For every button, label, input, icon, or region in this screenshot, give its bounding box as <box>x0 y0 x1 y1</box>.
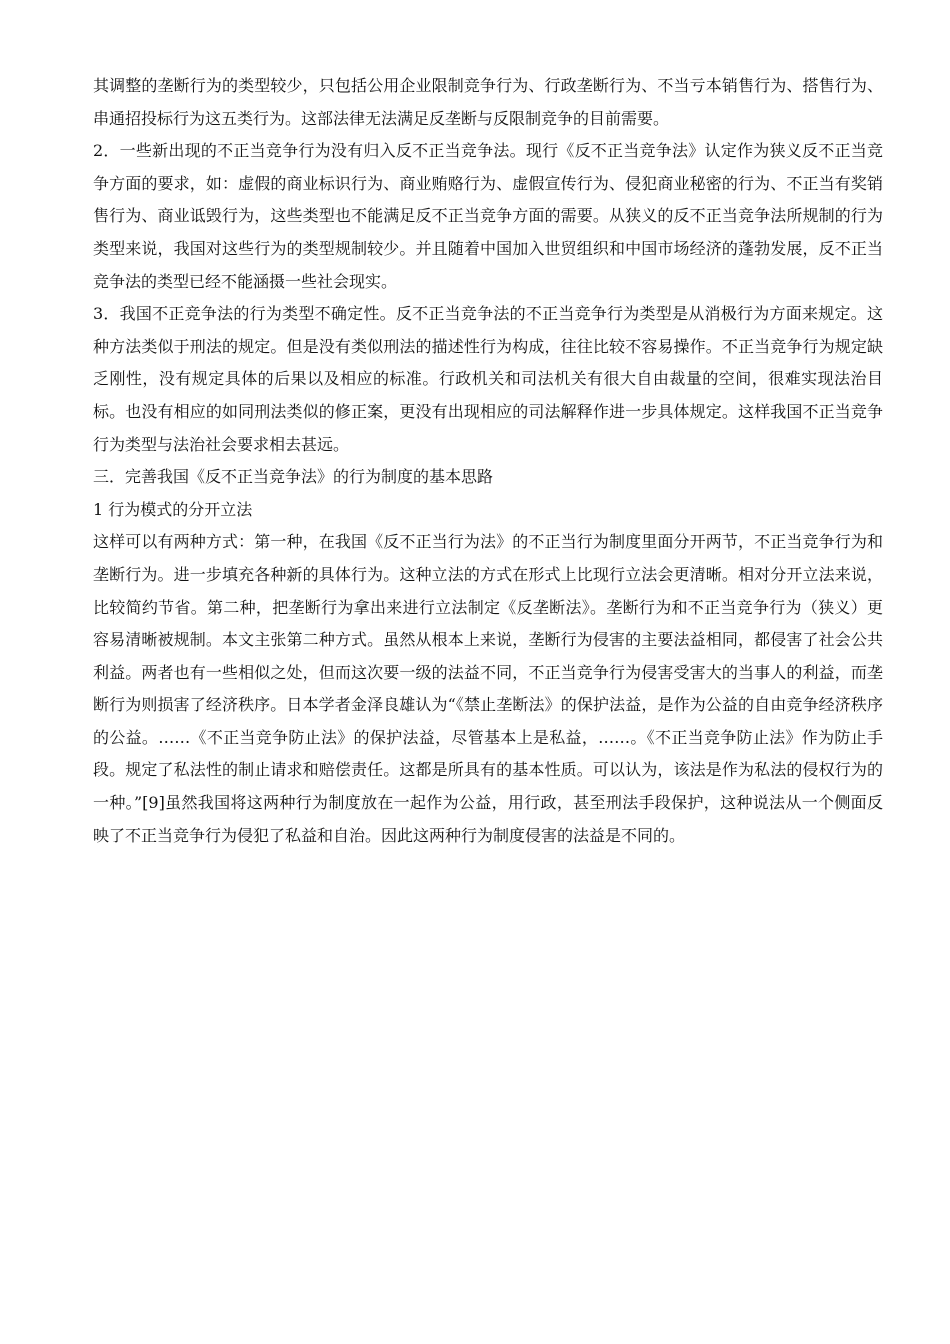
subsection-heading-1: 1 行为模式的分开立法 <box>93 499 253 519</box>
paragraph-point-3: 3．我国不正竞争法的行为类型不确定性。反不正当竞争法的不正当竞争行为类型是从消极行为方面来规定。这种方法类似于刑法的规定。但是没有类似刑法的描述性行为构成，往往比较不容易操作。不正当竞争行为规定缺乏刚性，没有规定具体的后果以及相应的标准。行政机关和司法机关有很大自由裁量的空间，很难实现法治目标。也没有相应的如同刑法类似的修正案，更没有出现相应的司法解释作进一步具体规定。这样我国不正当竞争行为类型与法治社会要求相去甚远。 <box>93 304 883 454</box>
section-heading-three: 三．完善我国《反不正当竞争法》的行为制度的基本思路 <box>93 467 494 487</box>
paragraph-two-approaches: 这样可以有两种方式：第一种，在我国《反不正当行为法》的不正当行为制度里面分开两节，不正当竞争行为和垄断行为。进一步填充各种新的具体行为。这种立法的方式在形式上比现行立法会更清晰。相对分开立法来说，比较简约节省。第二种，把垄断行为拿出来进行立法制定《反垄断法》。垄断行为和不正当竞争行为（狭义）更容易清晰被规制。本文主张第二种方式。虽然从根本上来说，垄断行为侵害的主要法益相同，都侵害了社会公共利益。两者也有一些相似之处，但而这次要一级的法益不同，不正当竞争行为侵害受害大的当事人的利益，而垄断行为则损害了经济秩序。日本学者金泽良雄认为“《禁止垄断法》的保护法益，是作为公益的自由竞争经济秩序的公益。……《不正当竞争防止法》的保护法益，尽管基本上是私益，……。《不正当竞争防止法》作为防止手段。规定了私法性的制止请求和赔偿责任。这都是所具有的基本性质。可以认为，该法是作为私法的侵权行为的一种。”[9]虽然我国将这两种行为制度放在一起作为公益，用行政，甚至刑法手段保护，这种说法从一个侧面反映了不正当竞争行为侵犯了私益和自治。因此这两种行为制度侵害的法益是不同的。 <box>93 532 883 845</box>
paragraph-point-2: 2．一些新出现的不正当竞争行为没有归入反不正当竞争法。现行《反不正当竞争法》认定作为狭义反不正当竞争方面的要求，如：虚假的商业标识行为、商业贿赂行为、虚假宣传行为、侵犯商业秘密的行为、不正当有奖销售行为、商业诋毁行为，这些类型也不能满足反不正当竞争方面的需要。从狭义的反不正当竞争法所规制的行为类型来说，我国对这些行为的类型规制较少。并且随着中国加入世贸组织和中国市场经济的蓬勃发展，反不正当竞争法的类型已经不能涵摄一些社会现实。 <box>93 141 883 291</box>
paragraph-monopoly-types: 其调整的垄断行为的类型较少，只包括公用企业限制竞争行为、行政垄断行为、不当亏本销售行为、搭售行为、串通招投标行为这五类行为。这部法律无法满足反垄断与反限制竞争的目前需要。 <box>93 76 883 128</box>
document-body <box>93 70 883 852</box>
